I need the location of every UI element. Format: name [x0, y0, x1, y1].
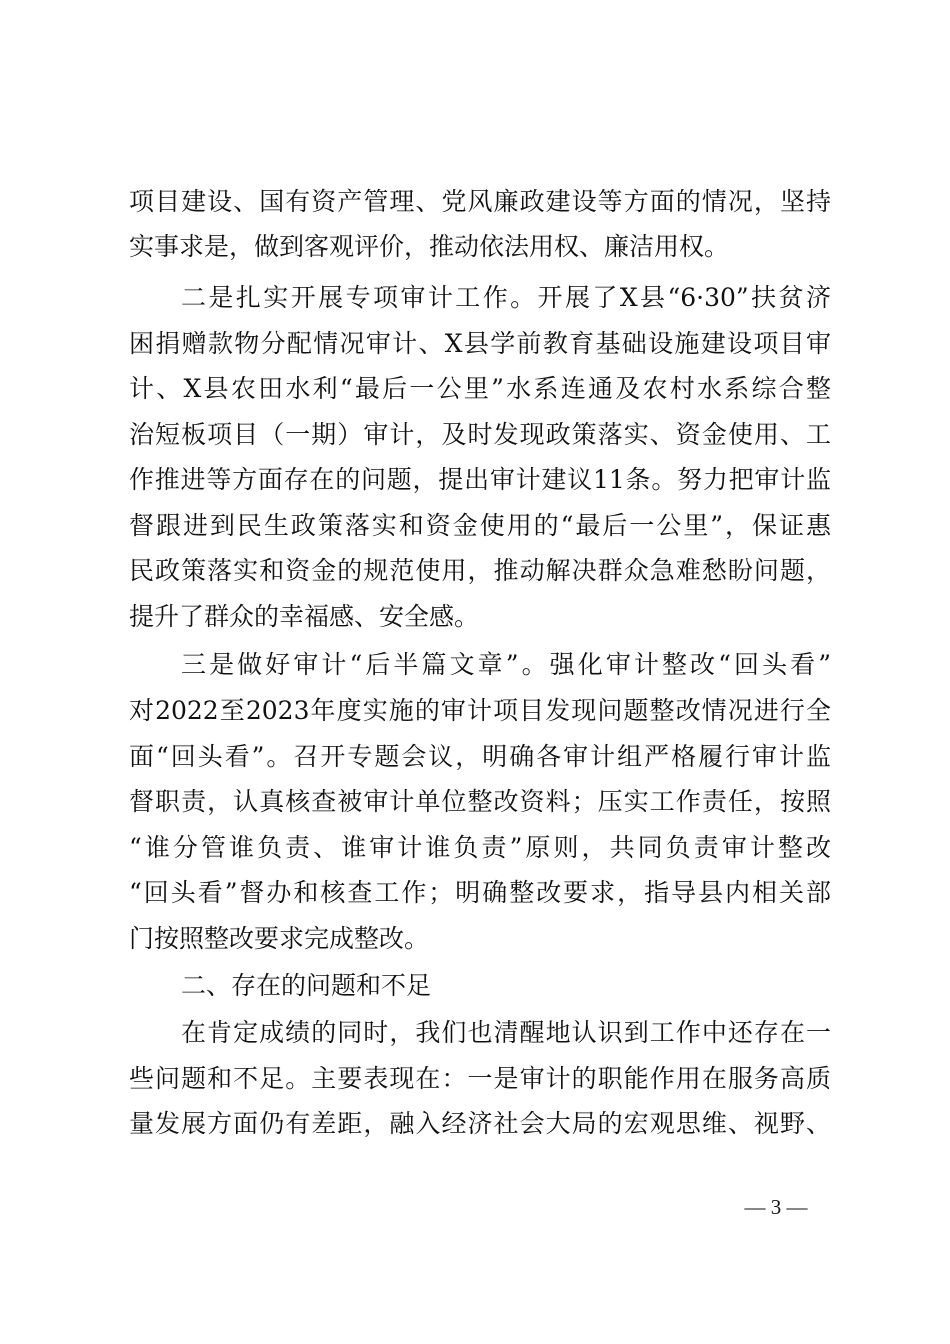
body-text-line: 对2022至2023年度实施的审计项目发现问题整改情况进行全	[129, 696, 831, 725]
body-text-line: 量发展方面仍有差距，融入经济社会大局的宏观思维、视野、	[129, 1109, 831, 1138]
body-text-line: 困捐赠款物分配情况审计、X县学前教育基础设施建设项目审	[129, 329, 831, 358]
body-text-line: 提升了群众的幸福感、安全感。	[129, 602, 480, 631]
body-text-line: 面“回头看”。召开专题会议，明确各审计组严格履行审计监	[129, 742, 831, 771]
paragraph-first-line: 在肯定成绩的同时，我们也清醒地认识到工作中还存在一	[181, 1018, 831, 1047]
page-number: — 3 —	[744, 1195, 808, 1219]
body-text-line: 督职责，认真核查被审计单位整改资料；压实工作责任，按照	[129, 787, 831, 816]
paragraph-first-line: 三是做好审计“后半篇文章”。强化审计整改“回头看”	[181, 650, 831, 679]
paragraph-first-line: 二是扎实开展专项审计工作。开展了X县“6·30”扶贫济	[181, 283, 831, 312]
body-text-line: “回头看”督办和核查工作；明确整改要求，指导县内相关部	[129, 878, 831, 907]
body-text-line: 治短板项目（一期）审计，及时发现政策落实、资金使用、工	[129, 420, 831, 449]
body-text-line: 些问题和不足。主要表现在：一是审计的职能作用在服务高质	[129, 1064, 831, 1093]
body-text-line: 门按照整改要求完成整改。	[129, 924, 430, 953]
section-heading: 二、存在的问题和不足	[181, 971, 432, 1000]
body-text-line: 项目建设、国有资产管理、党风廉政建设等方面的情况，坚持	[129, 187, 831, 216]
body-text-line: “谁分管谁负责、谁审计谁负责”原则，共同负责审计整改	[129, 833, 831, 862]
body-text-line: 计、X县农田水利“最后一公里”水系连通及农村水系综合整	[129, 374, 831, 403]
body-text-line: 实事求是，做到客观评价，推动依法用权、廉洁用权。	[129, 232, 730, 261]
body-text-line: 督跟进到民生政策落实和资金使用的“最后一公里”，保证惠	[129, 511, 831, 540]
body-text-line: 民政策落实和资金的规范使用，推动解决群众急难愁盼问题，	[129, 556, 831, 585]
body-text-line: 作推进等方面存在的问题，提出审计建议11条。努力把审计监	[129, 465, 831, 494]
